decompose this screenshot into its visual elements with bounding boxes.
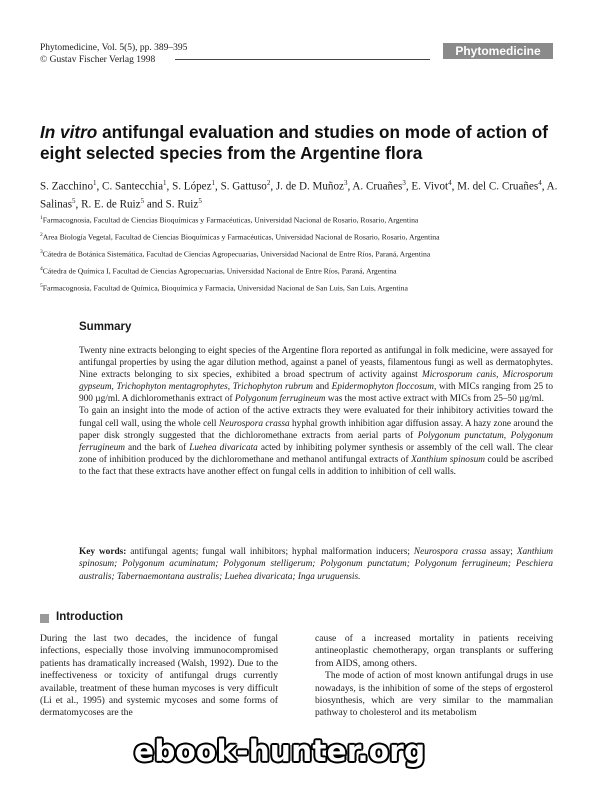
title-rest: antifungal evaluation and studies on mode of action of eight selected species from the Argentine flora (40, 122, 549, 163)
affiliation (40, 281, 560, 294)
author-name: A. Cruañes (352, 180, 403, 193)
intro-column-left (40, 633, 278, 720)
author-affiliation-mark: 5 (198, 196, 202, 205)
text-run: Neurospora crassa (413, 547, 487, 557)
affiliation-text: Cátedra de Química I, Facultad de Ciencias Agropecuarias, Universidad Nacional de Entre Ríos, Paraná, Argentina (42, 266, 397, 276)
section-marker (40, 614, 49, 623)
watermark: ebook-hunter.org (134, 734, 426, 768)
text-run: Microsporum canis, Microsporum gypseum, Trichophyton mentagrophytes, Trichophyton rubrum (79, 370, 553, 393)
text-run: and (312, 382, 332, 393)
affiliation-text: Cátedra de Botánica Sistemática, Facultad de Ciencias Agropecuarias, Universidad Nacional de Entre Ríos, Paraná, Argentina (42, 249, 431, 259)
author-affiliation-mark: 1 (93, 179, 97, 187)
author-name: E. Vivot (411, 180, 449, 193)
author-name: R. E. de Ruiz (81, 198, 141, 211)
text-run: assay; (486, 547, 517, 557)
author-affiliation-mark: 2 (266, 179, 271, 187)
affiliations (40, 213, 560, 298)
affiliation (40, 264, 560, 277)
publisher-line: © Gustav Fischer Verlag 1998 (40, 55, 156, 65)
text-run: Xanthium spinosum (411, 454, 485, 465)
text-run: Xanthium spinosum; Polygonum acuminatum; Polygonum stelligerum; Polygonum punctatum; Polygonum ferrugineum; Peschiera australis; Tabernaemontana australis; Luehea divaricata; Inga uruguensis. (79, 547, 553, 582)
author-name: M. del C. Cruañes (457, 180, 539, 193)
author-affiliation-mark: 5 (72, 196, 76, 205)
affiliation-text: Farmacognosia, Facultad de Ciencias Bioquímicas y Farmacéuticas, Universidad Nacional de Rosario, Rosario, Argentina (42, 215, 419, 225)
text-run: and the bark of (124, 442, 190, 453)
summary-paragraph-2 (79, 405, 553, 478)
text-run: Key words: (79, 547, 127, 557)
affiliation-mark: 5 (40, 282, 43, 289)
author-affiliation-mark: 1 (211, 179, 216, 187)
summary-heading: Summary (79, 321, 132, 333)
text-run: was the most active extract with MICs from 25–50 µg/ml. (325, 394, 544, 405)
intro-paragraph-2: cause of a increased mortality in patients receiving antineoplastic chemotherapy, organ transplants or suffering from AIDS, among others. (315, 633, 553, 669)
author-affiliation-mark: 3 (343, 179, 348, 187)
author-name: S. Gattuso (220, 180, 267, 193)
affiliation-mark: 2 (40, 231, 43, 238)
author-affiliation-mark: 3 (402, 179, 406, 187)
text-run: Polygonum punctatum, Polygonum ferrugineum (79, 430, 553, 453)
text-run: acted by inhibiting polymer synthesis or assembly of the cell wall. The clear zone of inhibition produced by the dichloromethane and methanol antifungal extracts of (79, 442, 553, 465)
journal-citation: Phytomedicine, Vol. 5(5), pp. 389–395 (40, 43, 188, 53)
text-run: To gain an insight into the mode of action of the active extracts they were evaluated for their inhibitory activities toward the fungal cell wall, using the whole cell (79, 406, 553, 429)
text-run: Luehea divaricata (189, 442, 258, 453)
affiliation (40, 213, 560, 226)
author-name: S. Zacchino (40, 180, 93, 193)
affiliation-mark: 4 (40, 265, 43, 272)
author-name: A. Salinas (40, 180, 558, 211)
affiliation-mark: 3 (40, 248, 43, 255)
intro-paragraph-3: The mode of action of most known antifungal drugs in use nowadays, is the inhibition of some of the steps of ergosterol biosynthesis, which are very similar to the mammalian pathway to cholesterol and its metabolism (315, 670, 553, 719)
text-run: could be ascribed to the fact that these extracts have another effect on fungal cells in addition to inhibition of cell walls. (79, 454, 553, 477)
journal-badge: Phytomedicine (443, 43, 553, 59)
journal-header (40, 42, 187, 66)
author-affiliation-mark: 4 (538, 179, 542, 187)
summary-body (79, 345, 553, 478)
text-run: hyphal growth inhibition agar diffusion assay. A hazy zone around the paper disk strongly suggested that the dichloromethane extracts from aerial parts of (79, 418, 553, 441)
affiliation (40, 247, 560, 260)
author-affiliation-mark: 1 (163, 179, 167, 187)
author-name: C. Santecchia (102, 180, 164, 193)
introduction-heading: Introduction (56, 611, 124, 623)
intro-column-right (315, 633, 553, 720)
text-run: Polygonum ferrugineum (234, 394, 326, 405)
text-run: , with MICs ranging from 25 to 900 µg/ml. A dichloromethanis extract of (79, 382, 553, 405)
affiliation-text: Farmacognosia, Facultad de Química, Bioquímica y Farmacia, Universidad Nacional de San Luis, San Luis, Argentina (42, 283, 408, 293)
affiliation (40, 230, 560, 243)
affiliation-mark: 1 (40, 215, 43, 221)
keywords (79, 546, 553, 583)
article-title (40, 122, 555, 164)
affiliation-text: Area Biología Vegetal, Facultad de Ciencias Bioquímicas y Farmacéuticas, Universidad Nacional de Rosario, Rosario, Argentina (42, 232, 440, 242)
text-run: Epidermophyton floccosum (331, 382, 434, 393)
author-name: J. de D. Muñoz (275, 180, 344, 193)
author-list: S. Zacchino$^1$, C. Santecchia$^1$, S. López$^1$, S. Gattuso$^2$, J. de D. Muñoz$^3$, A. Cruañes$^3$, E. Vivot$^4$, M. del C. Cruañes$^4$, A. Salinas$^5$, R. E. de Ruiz$^5$ and S. Ruiz$^5$ (40, 179, 558, 211)
header-rule (175, 59, 430, 60)
author-name: S. Ruiz (165, 198, 199, 211)
text-run: antifungal agents; fungal wall inhibitors; hyphal malformation inducers; (126, 547, 414, 557)
intro-paragraph-1: During the last two decades, the incidence of fungal infections, especially those involving immunocompromised patients has dramatically increased (Walsh, 1992). Due to the ineffectiveness or toxicity of antifungal drugs currently available, treatment of these human mycoses is very difficult (Li et al., 1995) and systemic mycoses and some forms of dermatomycoses are the (40, 633, 278, 719)
text-run: Twenty nine extracts belonging to eight species of the Argentine flora reported as antifungal in folk medicine, were assayed for antifungal properties by using the agar dilution method, against a panel of yeasts, filamentous fungi as well as dermatophytes. Nine extracts belonging to six species, exhibited a broad spectrum of activity against (79, 346, 553, 381)
summary-paragraph-1 (79, 345, 553, 405)
title-italic: In vitro (40, 122, 98, 142)
text-run: Neurospora crassa (218, 418, 290, 429)
author-affiliation-mark: 5 (140, 196, 145, 205)
author-name: S. López (172, 180, 212, 193)
author-affiliation-mark: 4 (448, 179, 452, 187)
